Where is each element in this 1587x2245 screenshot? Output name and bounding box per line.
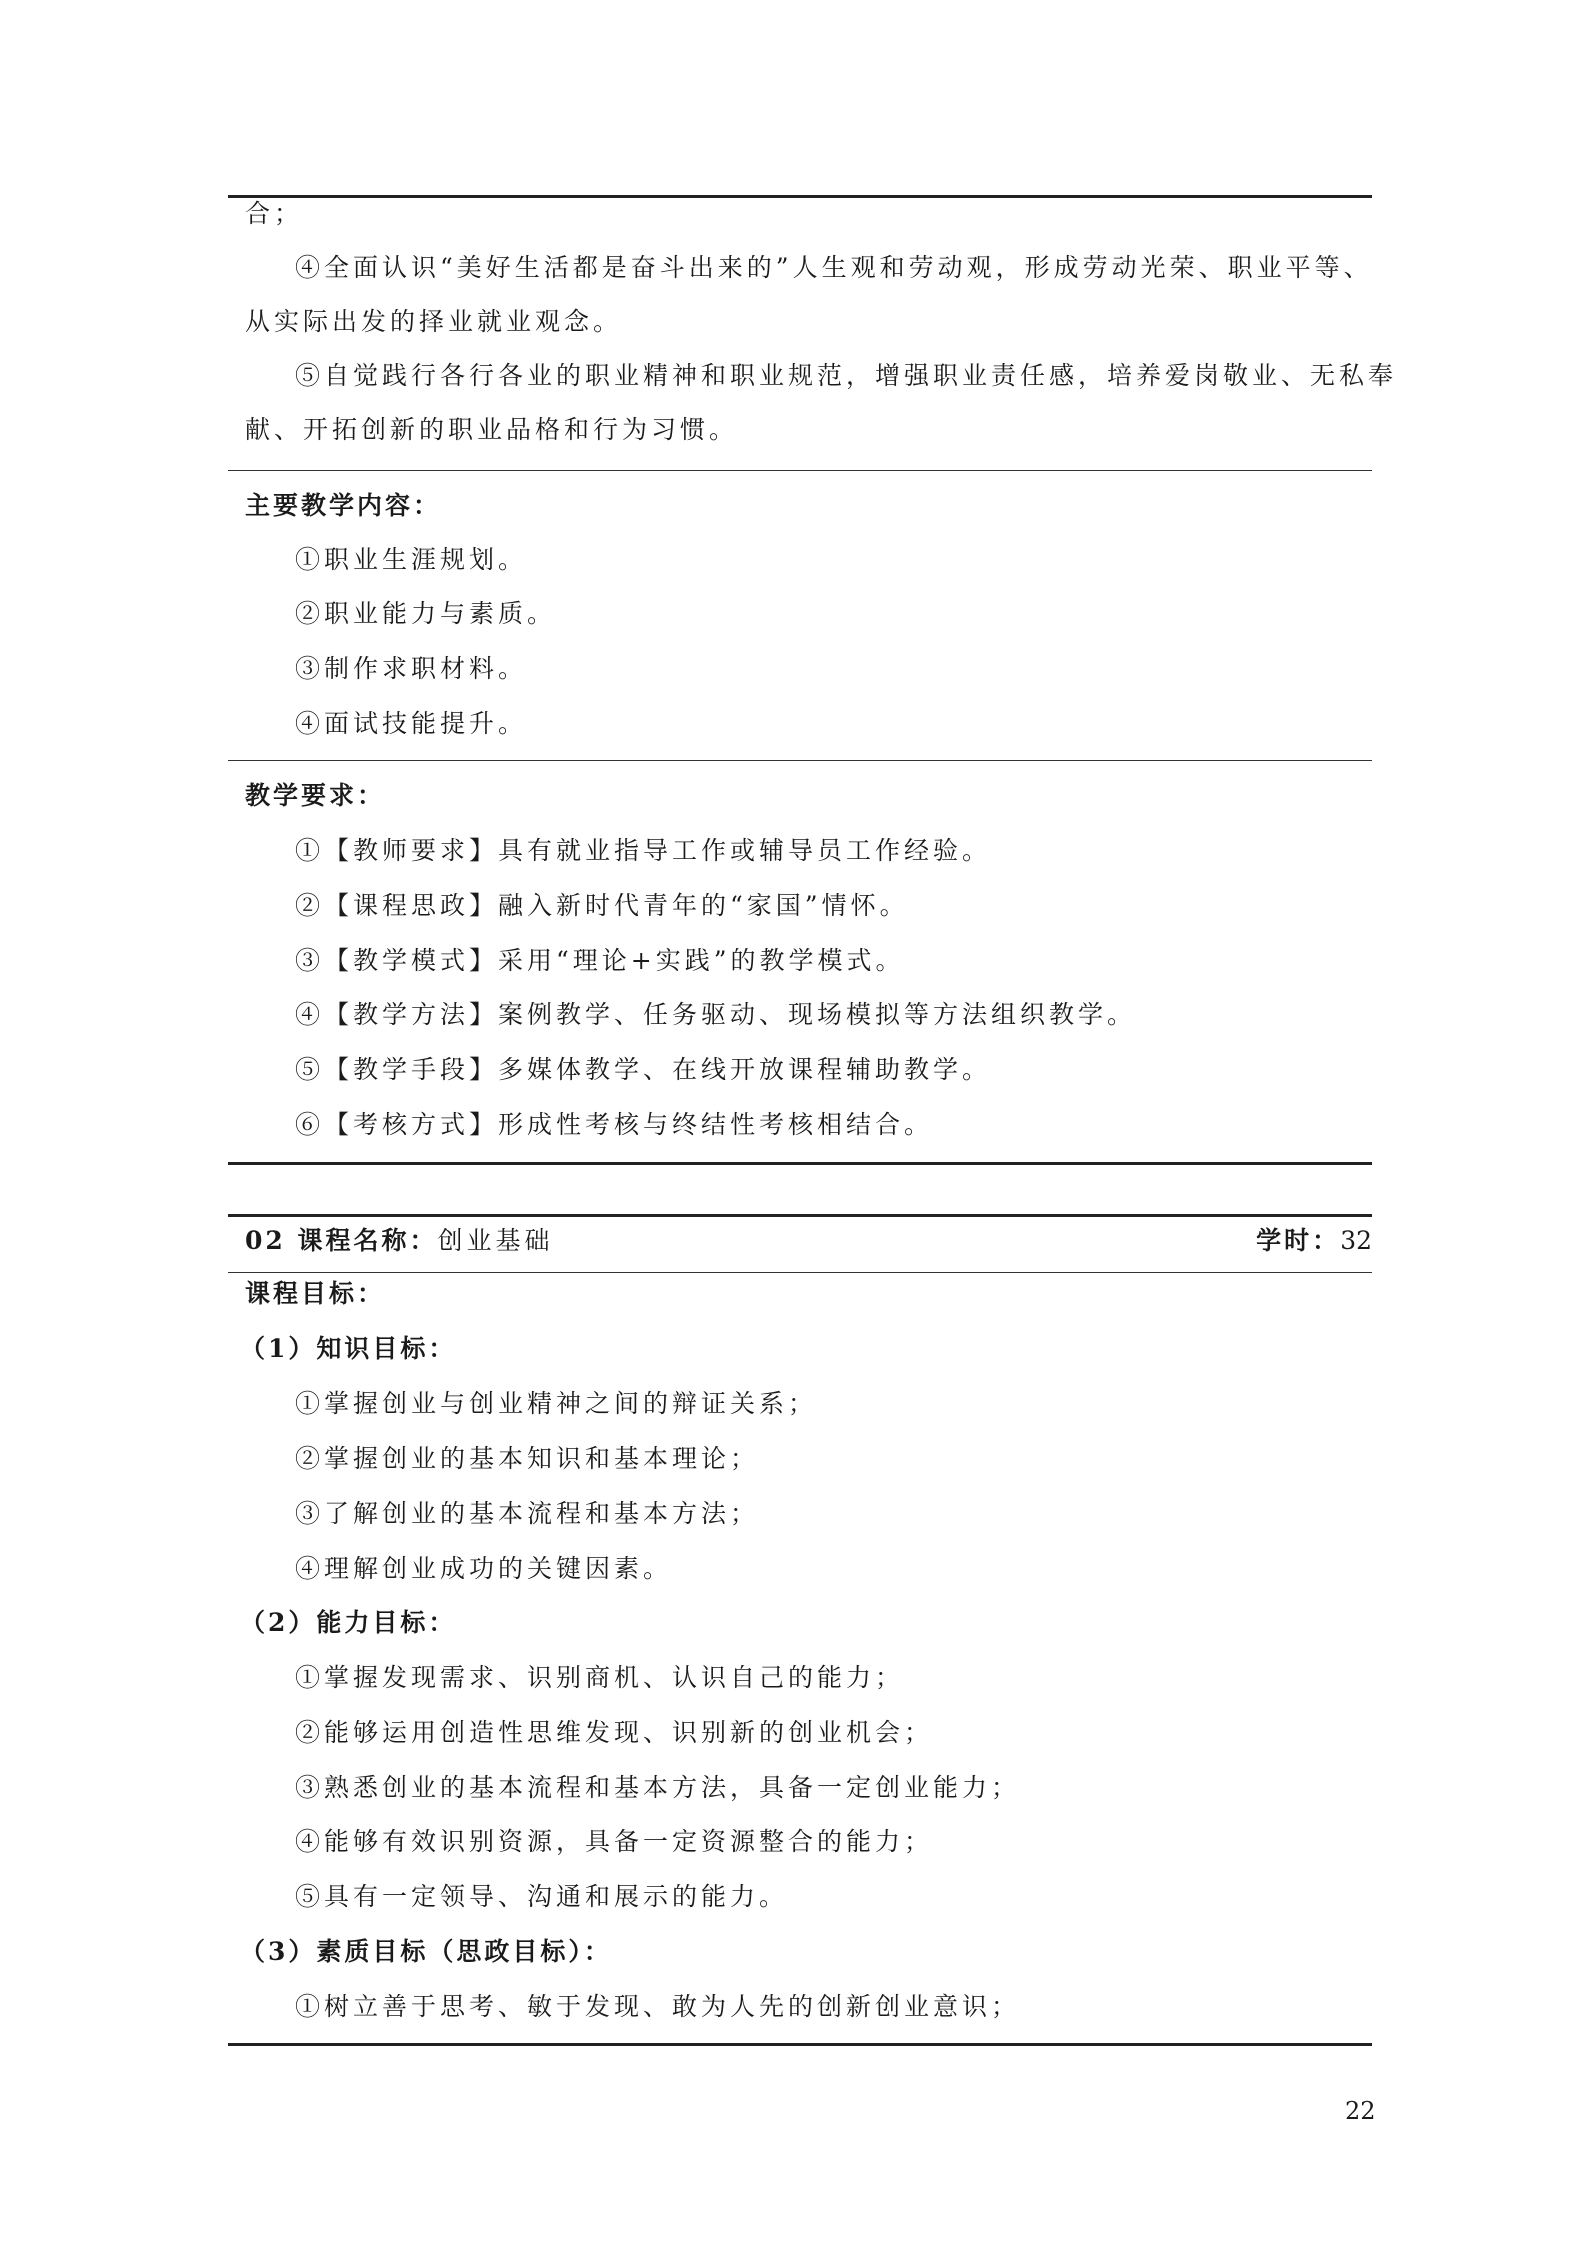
course-table-bottom-rule — [228, 2043, 1372, 2046]
page-number: 22 — [1345, 2097, 1376, 2125]
course-code-label: 02 课程名称： — [245, 1226, 438, 1255]
hours-value: 32 — [1340, 1226, 1372, 1255]
knowledge-item: ①掌握创业与创业精神之间的辩证关系； — [295, 1389, 818, 1418]
ability-heading: （2）能力目标： — [240, 1608, 457, 1637]
ability-item: ②能够运用创造性思维发现、识别新的创业机会； — [295, 1718, 934, 1747]
goal-line: ⑤自觉践行各行各业的职业精神和职业规范，增强职业责任感，培养爱岗敬业、无私奉 — [295, 361, 1398, 390]
requirement-item: ②【课程思政】融入新时代青年的“家国”情怀。 — [295, 891, 909, 920]
table-top-rule — [228, 195, 1372, 198]
knowledge-item: ④理解创业成功的关键因素。 — [295, 1554, 673, 1583]
content-item: ③制作求职材料。 — [295, 654, 528, 683]
course-name: 创业基础 — [437, 1226, 554, 1255]
content-item: ①职业生涯规划。 — [295, 545, 528, 574]
requirement-item: ⑤【教学手段】多媒体教学、在线开放课程辅助教学。 — [295, 1055, 992, 1084]
goals-heading: 课程目标： — [245, 1279, 386, 1308]
goal-line: 从实际出发的择业就业观念。 — [245, 307, 623, 336]
continued-text: 合； — [245, 199, 304, 228]
hours-label: 学时： — [1256, 1226, 1341, 1255]
quality-item: ①树立善于思考、敏于发现、敢为人先的创新创业意识； — [295, 1992, 1021, 2021]
quality-heading: （3）素质目标（思政目标）： — [240, 1937, 612, 1966]
ability-item: ④能够有效识别资源，具备一定资源整合的能力； — [295, 1827, 934, 1856]
requirement-item: ①【教师要求】具有就业指导工作或辅导员工作经验。 — [295, 836, 992, 865]
content-item: ④面试技能提升。 — [295, 709, 528, 738]
goal-line: ④全面认识“美好生活都是奋斗出来的”人生观和劳动观，形成劳动光荣、职业平等、 — [295, 253, 1373, 282]
requirement-item: ③【教学模式】采用“理论+实践”的教学模式。 — [295, 946, 905, 975]
content-item: ②职业能力与素质。 — [295, 599, 557, 628]
ability-item: ⑤具有一定领导、沟通和展示的能力。 — [295, 1882, 789, 1911]
requirement-item: ⑥【考核方式】形成性考核与终结性考核相结合。 — [295, 1110, 934, 1139]
content-heading: 主要教学内容： — [245, 491, 442, 520]
requirement-item: ④【教学方法】案例教学、任务驱动、现场模拟等方法组织教学。 — [295, 1000, 1137, 1029]
row-divider — [228, 760, 1372, 761]
table-bottom-rule — [228, 1162, 1372, 1165]
knowledge-item: ②掌握创业的基本知识和基本理论； — [295, 1444, 760, 1473]
course-hours — [1256, 1223, 1372, 1259]
course-title-row — [245, 1223, 554, 1259]
requirements-heading: 教学要求： — [245, 781, 386, 810]
ability-item: ①掌握发现需求、识别商机、认识自己的能力； — [295, 1663, 905, 1692]
knowledge-heading: （1）知识目标： — [240, 1334, 457, 1363]
knowledge-item: ③了解创业的基本流程和基本方法； — [295, 1499, 760, 1528]
course-table-top-rule — [228, 1214, 1372, 1217]
row-divider — [228, 470, 1372, 471]
row-divider — [228, 1272, 1372, 1273]
goal-line: 献、开拓创新的职业品格和行为习惯。 — [245, 415, 739, 444]
ability-item: ③熟悉创业的基本流程和基本方法，具备一定创业能力； — [295, 1773, 1021, 1802]
